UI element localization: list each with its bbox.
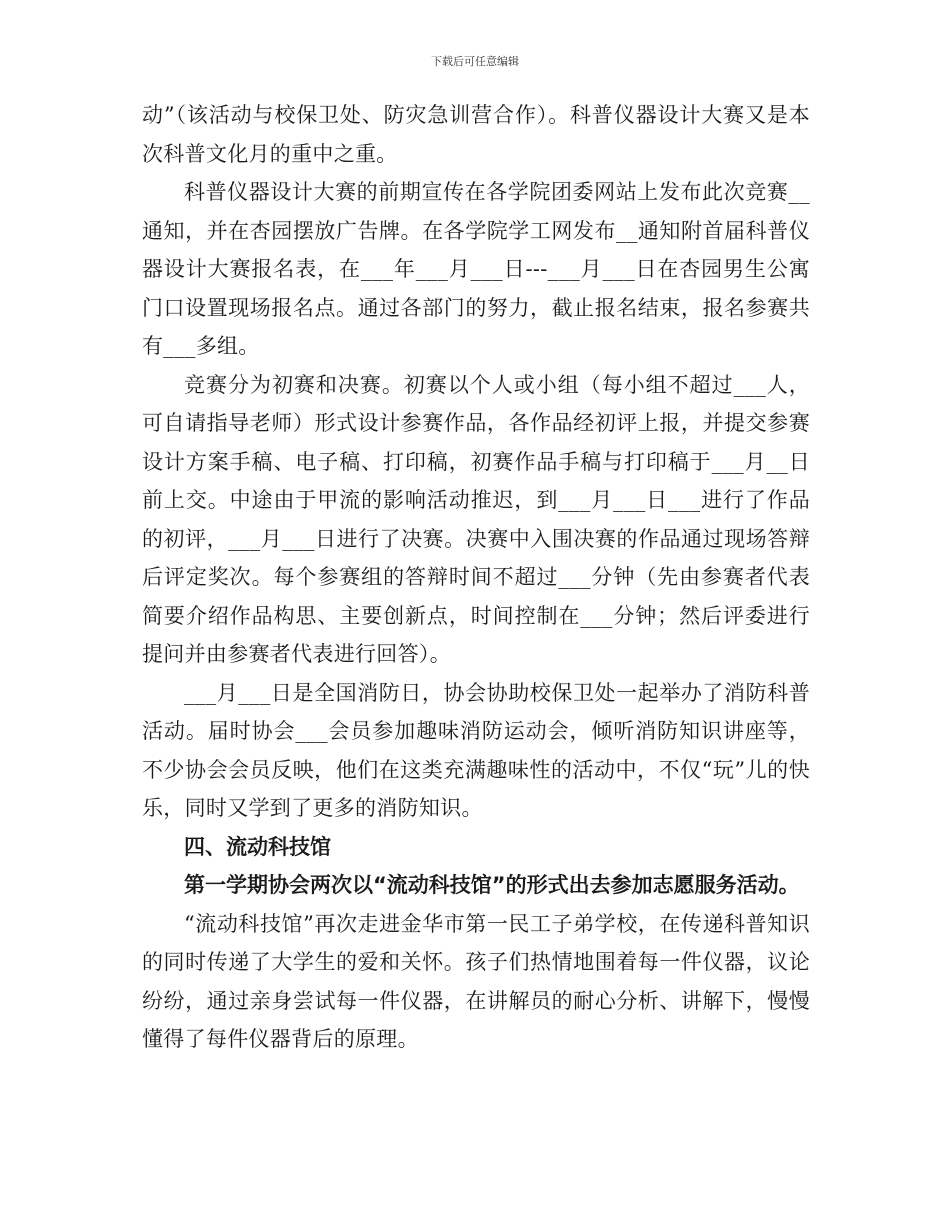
paragraph-competition-rules: 竞赛分为初赛和决赛。初赛以个人或小组（每小组不超过___人，可自请指导老师）形式设计参赛作品，各作品经初评上报，并提交参赛设计方案手稿、电子稿、打印稿，初赛作品手稿与打印稿于___月__日前上交。中途由于甲流的影响活动推迟，到___月___日___进行了作品的初评，___月___日进行了决赛。决赛中入围决赛的作品通过现场答辩后评定奖次。每个参赛组的答辩时间不超过___分钟（先由参赛者代表简要介绍作品构思、主要创新点，时间控制在___分钟；然后评委进行提问并由参赛者代表进行回答）。 bbox=[142, 372, 810, 666]
paragraph-fire-safety-day: ___月___日是全国消防日，协会协助校保卫处一起举办了消防科普活动。届时协会___会员参加趣味消防运动会，倾听消防知识讲座等，不少协会会员反映，他们在这类充满趣味性的活动中，不仅“玩”儿的快乐，同时又学到了更多的消防知识。 bbox=[142, 680, 810, 820]
document-body bbox=[142, 96, 810, 1059]
section-heading: 四、流动科技馆 bbox=[184, 834, 331, 859]
paragraph-competition-promotion: 科普仪器设计大赛的前期宣传在各学院团委网站上发布此次竞赛__通知，并在杏园摆放广告牌。在各学院学工网发布__通知附首届科普仪器设计大赛报名表，在___年___月___日---___月___日在杏园男生公寓门口设置现场报名点。通过各部门的努力，截止报名结束，报名参赛共有___多组。 bbox=[142, 180, 810, 358]
paragraph-bold-summary: 第一学期协会两次以“流动科技馆”的形式出去参加志愿服务活动。 bbox=[184, 873, 800, 897]
page-header: 下载后可任意编辑 bbox=[431, 55, 519, 68]
paragraph-continuation: 动”（该活动与校保卫处、防灾急训营合作）。科普仪器设计大赛又是本次科普文化月的重中之重。 bbox=[142, 103, 810, 166]
paragraph-mobile-museum: “流动科技馆”再次走进金华市第一民工子弟学校，在传递科普知识的同时传递了大学生的爱和关怀。孩子们热情地围着每一件仪器，议论纷纷，通过亲身尝试每一件仪器，在讲解员的耐心分析、讲解下，慢慢懂得了每件仪器背后的原理。 bbox=[142, 911, 810, 1051]
